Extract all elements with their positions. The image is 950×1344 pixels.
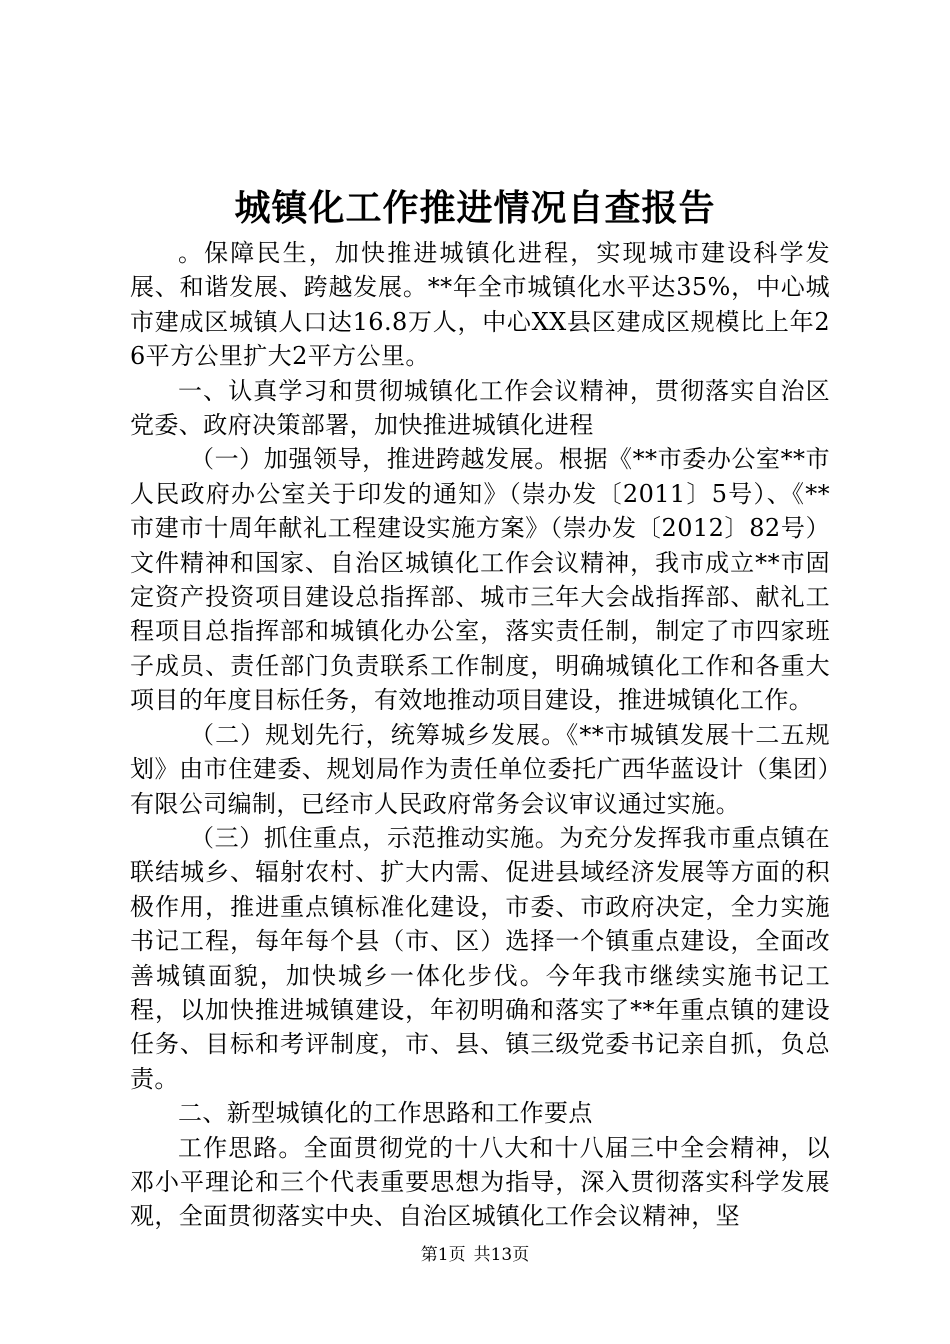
paragraph-intro: 。保障民生，加快推进城镇化进程，实现城市建设科学发展、和谐发展、跨越发展。**年全市城镇化水平达35%，中心城市建成区城镇人口达16.8万人，中心XX县区建成区规模比上年26平方公里扩大2平方公里。: [130, 239, 830, 371]
paragraph-section-1-2: （二）规划先行，统筹城乡发展。《**市城镇发展十二五规划》由市住建委、规划局作为责任单位委托广西华蓝设计（集团）有限公司编制，已经市人民政府常务会议审议通过实施。: [130, 720, 830, 818]
paragraph-heading-one: 一、认真学习和贯彻城镇化工作会议精神，贯彻落实自治区党委、政府决策部署，加快推进城镇化进程: [130, 376, 830, 440]
page-footer: [0, 1243, 950, 1267]
page-total: 共13页: [473, 1245, 530, 1265]
page-number: 第1页: [420, 1245, 466, 1265]
document-body: [130, 236, 830, 1234]
paragraph-heading-two: 二、新型城镇化的工作思路和工作要点: [178, 1099, 593, 1128]
document-title: 城镇化工作推进情况自查报告: [234, 187, 716, 229]
paragraph-section-1-3: （三）抓住重点，示范推动实施。为充分发挥我市重点镇在联结城乡、辐射农村、扩大内需、促进县域经济发展等方面的积极作用，推进重点镇标准化建设，市委、市政府决定，全力实施书记工程，每年每个县（市、区）选择一个镇重点建设，全面改善城镇面貌，加快城乡一体化步伐。今年我市继续实施书记工程，以加快推进城镇建设，年初明确和落实了**年重点镇的建设任务、目标和考评制度，市、县、镇三级党委书记亲自抓，负总责。: [130, 823, 830, 1093]
paragraph-work-approach: 工作思路。全面贯彻党的十八大和十八届三中全会精神，以邓小平理论和三个代表重要思想为指导，深入贯彻落实科学发展观，全面贯彻落实中央、自治区城镇化工作会议精神，坚: [130, 1133, 830, 1231]
paragraph-section-1-1: （一）加强领导，推进跨越发展。根据《**市委办公室**市人民政府办公室关于印发的通知》（崇办发〔2011〕5号）、《**市建市十周年献礼工程建设实施方案》（崇办发〔2012〕82号）文件精神和国家、自治区城镇化工作会议精神，我市成立**市固定资产投资项目建设总指挥部、城市三年大会战指挥部、献礼工程项目总指挥部和城镇化办公室，落实责任制，制定了市四家班子成员、责任部门负责联系工作制度，明确城镇化工作和各重大项目的年度目标任务，有效地推动项目建设，推进城镇化工作。: [130, 445, 830, 715]
